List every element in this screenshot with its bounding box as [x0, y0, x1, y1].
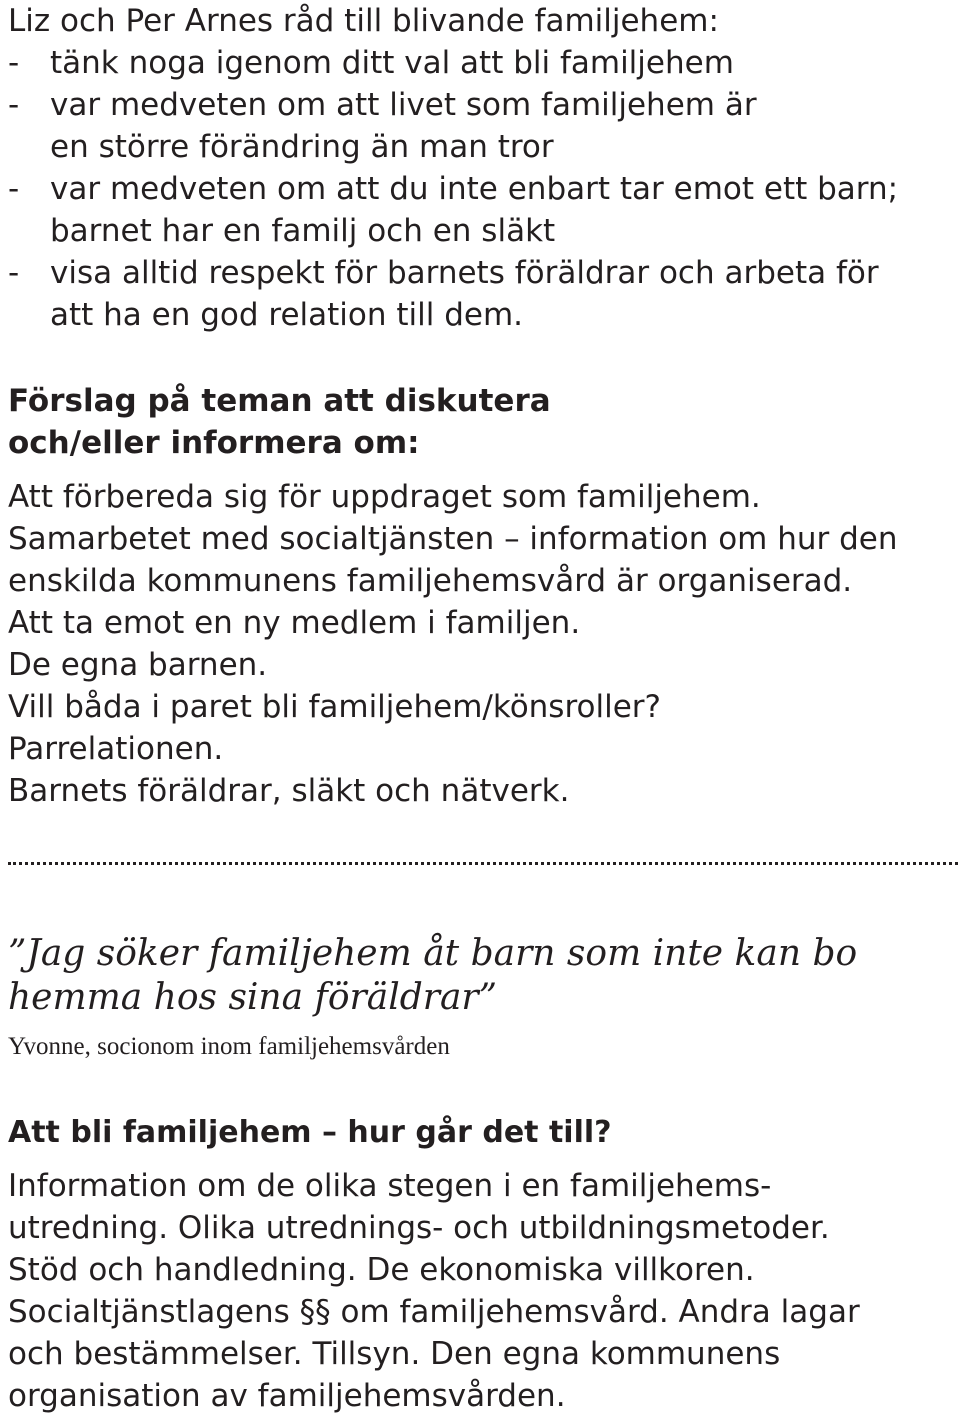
list-dash: -	[8, 45, 20, 81]
info-line: och bestämmelser. Tillsyn. Den egna kommunens	[8, 1336, 781, 1372]
topics-heading-line: och/eller informera om:	[8, 425, 420, 461]
topic-item: Att förbereda sig för uppdraget som familjehem.	[8, 479, 761, 515]
topic-item: Barnets föräldrar, släkt och nätverk.	[8, 773, 570, 809]
info-paragraph	[8, 1165, 953, 1417]
topics-heading-line: Förslag på teman att diskutera	[8, 383, 551, 419]
advice-item-text: var medveten om att du inte enbart tar emot ett barn;	[50, 171, 899, 207]
topic-item: Parrelationen.	[8, 731, 224, 767]
advice-list	[8, 42, 953, 336]
topic-item: Vill båda i paret bli familjehem/könsroller?	[8, 689, 661, 725]
quote-line: hemma hos sina föräldrar”	[8, 977, 498, 1018]
advice-item-text-continued: att ha en god relation till dem.	[50, 297, 524, 333]
advice-item	[8, 252, 953, 336]
advice-item-text: visa alltid respekt för barnets föräldrar och arbeta för	[50, 255, 879, 291]
advice-section	[8, 0, 953, 336]
list-dash: -	[8, 255, 20, 291]
list-dash: -	[8, 171, 20, 207]
info-line: utredning. Olika utrednings- och utbildningsmetoder.	[8, 1210, 830, 1246]
topic-item: enskilda kommunens familjehemsvård är organiserad.	[8, 563, 853, 599]
advice-item-text: tänk noga igenom ditt val att bli familjehem	[50, 45, 734, 81]
advice-item	[8, 84, 953, 168]
advice-item	[8, 42, 953, 84]
info-line: Stöd och handledning. De ekonomiska villkoren.	[8, 1252, 755, 1288]
quote-line: ”Jag söker familjehem åt barn som inte kan bo	[8, 933, 858, 974]
info-line: organisation av familjehemsvården.	[8, 1378, 566, 1414]
quote-attribution: Yvonne, socionom inom familjehemsvården	[8, 1033, 450, 1060]
topics-heading	[8, 380, 551, 464]
advice-item-text-continued: barnet har en familj och en släkt	[50, 213, 556, 249]
info-heading: Att bli familjehem – hur går det till?	[8, 1115, 612, 1150]
topics-list	[8, 476, 953, 812]
advice-item-text-continued: en större förändring än man tror	[50, 129, 554, 165]
info-line: Socialtjänstlagens §§ om familjehemsvård. Andra lagar	[8, 1294, 860, 1330]
dotted-divider	[8, 862, 958, 865]
list-dash: -	[8, 87, 20, 123]
advice-item-text: var medveten om att livet som familjehem är	[50, 87, 757, 123]
pull-quote	[8, 932, 953, 1020]
topic-item: Att ta emot en ny medlem i familjen.	[8, 605, 581, 641]
advice-item	[8, 168, 953, 252]
info-line: Information om de olika stegen i en familjehems-	[8, 1168, 772, 1204]
topic-item: De egna barnen.	[8, 647, 268, 683]
topic-item: Samarbetet med socialtjänsten – information om hur den	[8, 521, 898, 557]
advice-intro: Liz och Per Arnes råd till blivande familjehem:	[8, 3, 719, 39]
